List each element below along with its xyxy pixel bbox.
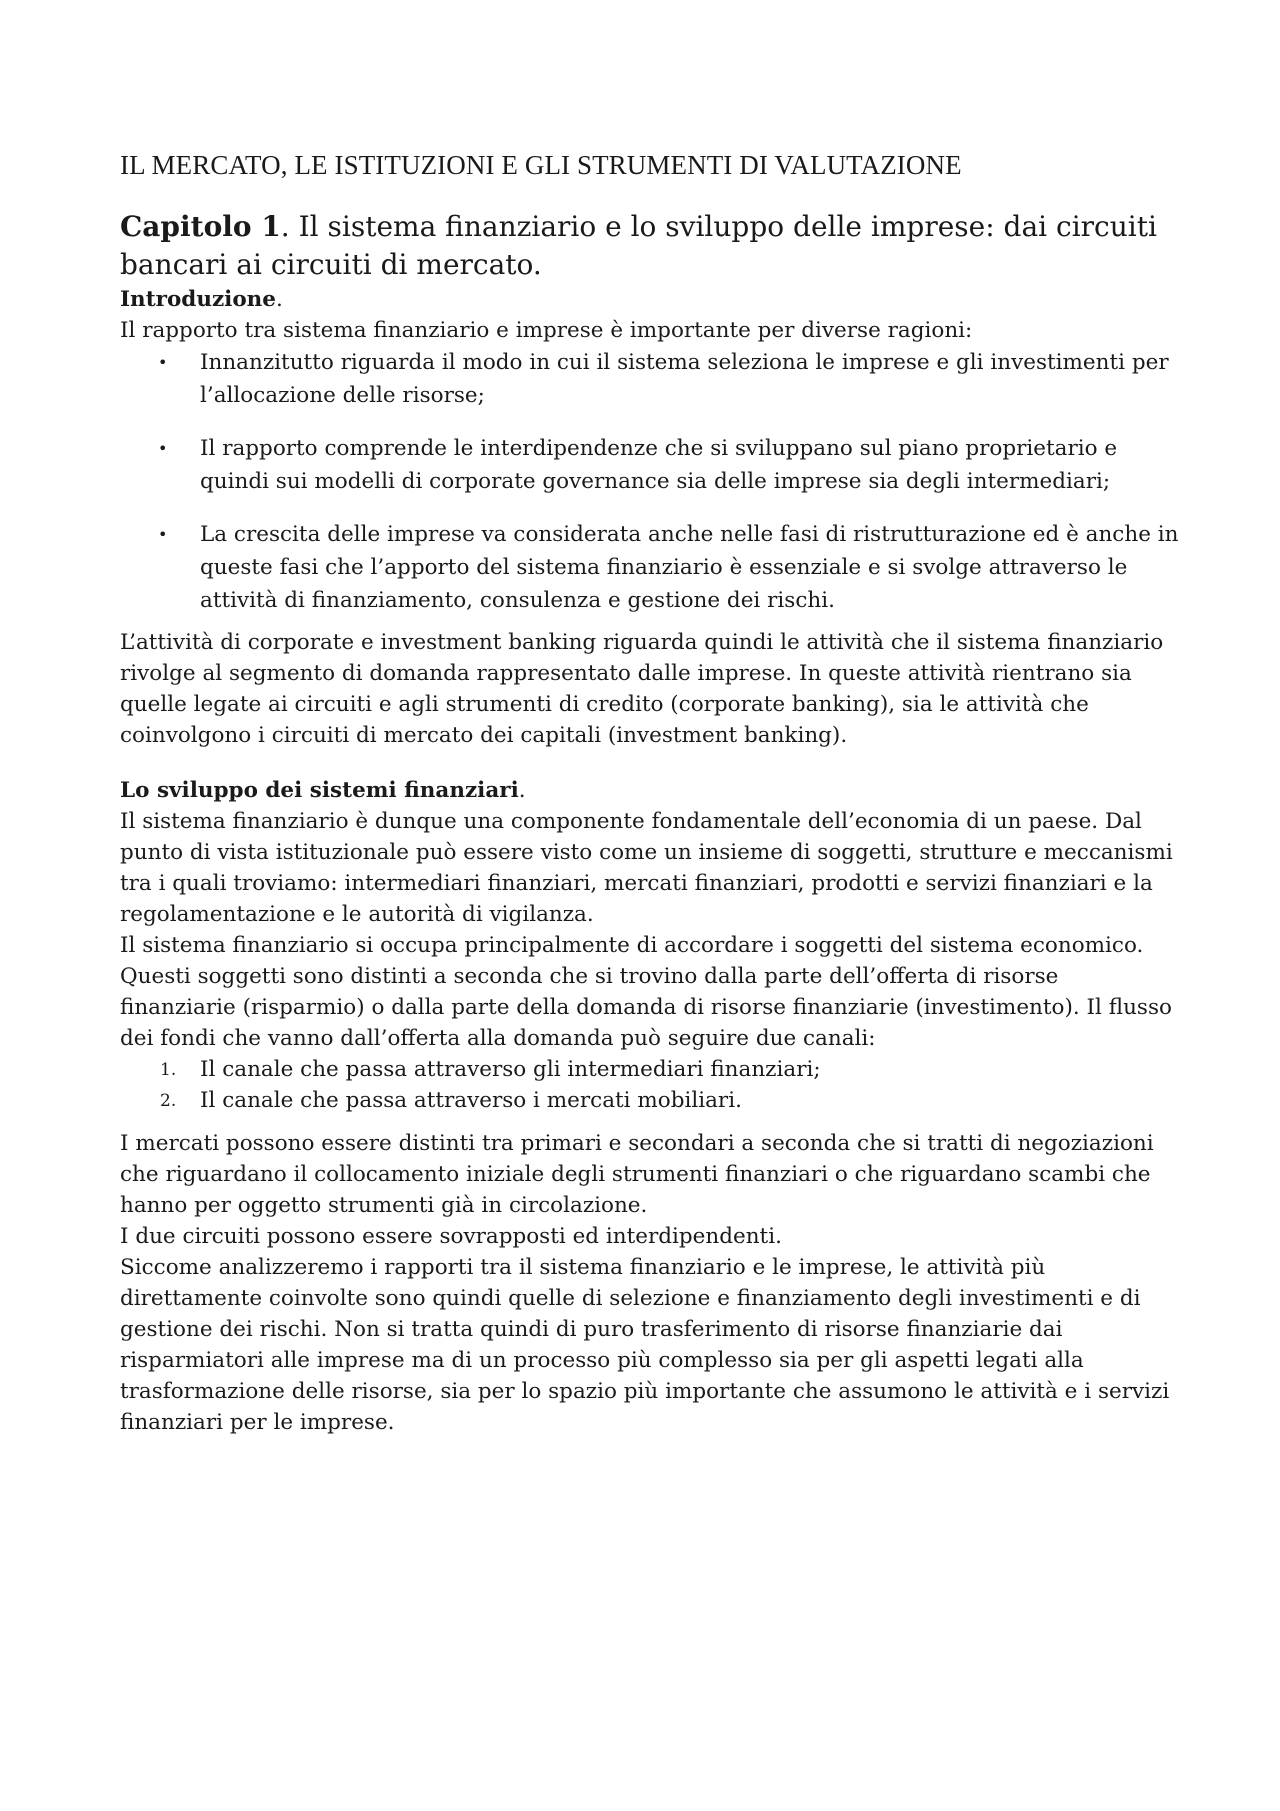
list-item-text: Il canale che passa attraverso gli intermediari finanziari; [200,1057,821,1082]
intro-heading-text: Introduzione [120,287,276,312]
list-item [120,346,1180,412]
section2-heading-suffix: . [518,778,526,803]
section-spacer [120,751,1180,775]
list-item [120,518,1180,617]
list-item [120,1085,1180,1116]
list-number: 2. [160,1091,177,1111]
bullet-icon: • [158,353,168,372]
bullet-icon: • [158,439,168,458]
bullet-icon: • [158,525,168,544]
list-item-text: La crescita delle imprese va considerata anche nelle fasi di ristrutturazione ed è anche in queste fasi che l’apporto del sistema finanziario è essenziale e si svolge attraverso le attività di finanziamento, consulenza e gestione dei rischi. [200,522,1179,613]
list-number: 1. [160,1060,177,1080]
section2-paragraph-4: I due circuiti possono essere sovrapposti ed interdipendenti. [120,1224,782,1249]
section2-paragraph-2: Il sistema finanziario si occupa principalmente di accordare i soggetti del sistema economico. Questi soggetti sono distinti a seconda che si trovino dalla parte dell’offerta di risorse finanziarie (risparmio) o dalla parte della domanda di risorse finanziarie (investimento). Il flusso dei fondi che vanno dall’offerta alla domanda può seguire due canali: [120,933,1172,1051]
section2-heading-text: Lo sviluppo dei sistemi finanziari [120,778,519,803]
intro-paragraph: L’attività di corporate e investment banking riguarda quindi le attività che il sistema finanziario rivolge al segmento di domanda rappresentato dalle imprese. In queste attività rientrano sia quelle legate ai circuiti e agli strumenti di credito (corporate banking), sia le attività che coinvolgono i circuiti di mercato dei capitali (investment banking). [120,630,1164,748]
intro-bullet-list [120,346,1180,617]
intro-lead: Il rapporto tra sistema finanziario e imprese è importante per diverse ragioni: [120,318,973,343]
channels-numbered-list [120,1054,1180,1116]
chapter-heading [120,208,1180,284]
section2-paragraph-5: Siccome analizzeremo i rapporti tra il sistema finanziario e le imprese, le attività più direttamente coinvolte sono quindi quelle di selezione e finanziamento degli investimenti e di gestione dei rischi. Non si tratta quindi di puro trasferimento di risorse finanziarie dai risparmiatori alle imprese ma di un processo più complesso sia per gli aspetti legati alla trasformazione delle risorse, sia per lo spazio più importante che assumono le attività e i servizi finanziari per le imprese. [120,1255,1170,1435]
section2-heading [120,775,1180,806]
intro-heading-suffix: . [275,287,283,312]
document-page [120,148,1180,1438]
list-item [120,1054,1180,1085]
chapter-title: . Il sistema finanziario e lo sviluppo delle imprese: dai circuiti bancari ai circuiti di mercato. [120,210,1157,281]
document-title: IL MERCATO, LE ISTITUZIONI E GLI STRUMENTI DI VALUTAZIONE [120,150,962,180]
list-item-text: Il rapporto comprende le interdipendenze che si sviluppano sul piano proprietario e quindi sui modelli di corporate governance sia delle imprese sia degli intermediari; [200,436,1118,494]
list-item [120,432,1180,498]
list-item-text: Il canale che passa attraverso i mercati mobiliari. [200,1088,742,1113]
list-item-text: Innanzitutto riguarda il modo in cui il sistema seleziona le imprese e gli investimenti per l’allocazione delle risorse; [200,350,1169,408]
section2-paragraph-1: Il sistema finanziario è dunque una componente fondamentale dell’economia di un paese. Dal punto di vista istituzionale può essere visto come un insieme di soggetti, strutture e meccanismi tra i quali troviamo: intermediari finanziari, mercati finanziari, prodotti e servizi finanziari e la regolamentazione e le autorità di vigilanza. [120,809,1173,927]
chapter-label: Capitolo 1 [120,210,281,243]
list-spacer [120,1116,1180,1128]
intro-heading [120,284,1180,315]
section2-paragraph-3: I mercati possono essere distinti tra primari e secondari a seconda che si tratti di negoziazioni che riguardano il collocamento iniziale degli strumenti finanziari o che riguardano scambi che hanno per oggetto strumenti già in circolazione. [120,1131,1154,1218]
